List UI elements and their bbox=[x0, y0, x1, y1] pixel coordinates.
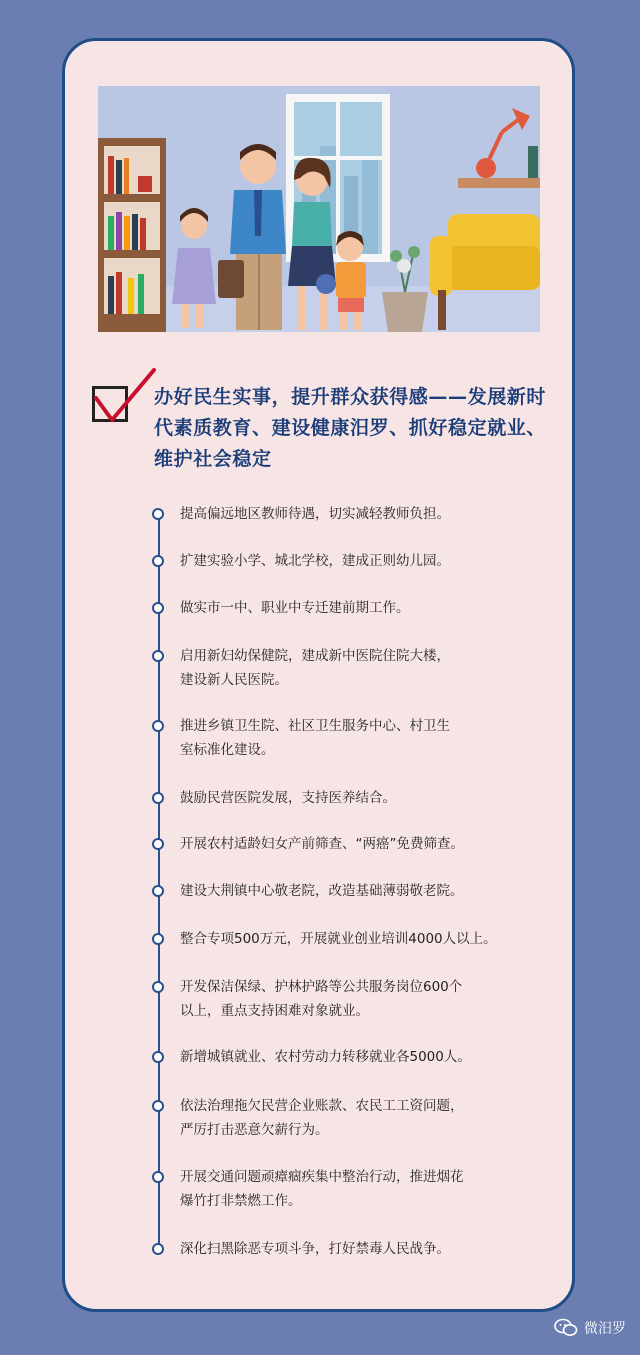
list-item-text: 深化扫黑除恶专项斗争，打好禁毒人民战争。 bbox=[180, 1241, 450, 1257]
timeline-dot-icon bbox=[152, 720, 164, 732]
list-item-text: 开展农村适龄妇女产前筛查、“两癌”免费筛查。 bbox=[180, 836, 464, 852]
family-illustration bbox=[98, 86, 540, 332]
timeline-dot-icon bbox=[152, 933, 164, 945]
list-item-text: 启用新妇幼保健院，建成新中医院住院大楼， 建设新人民医院。 bbox=[180, 648, 450, 688]
timeline-dot-icon bbox=[152, 650, 164, 662]
timeline-dot-icon bbox=[152, 838, 164, 850]
list-item-text: 开发保洁保绿、护林护路等公共服务岗位600个 以上，重点支持困难对象就业。 bbox=[180, 979, 463, 1019]
list-item-text: 开展交通问题顽瘴痼疾集中整治行动，推进烟花 爆竹打非禁燃工作。 bbox=[180, 1169, 464, 1209]
timeline-dot-icon bbox=[152, 981, 164, 993]
list-item-text: 推进乡镇卫生院、社区卫生服务中心、村卫生 室标准化建设。 bbox=[180, 718, 450, 758]
list-item-text: 依法治理拖欠民营企业账款、农民工工资问题， 严厉打击恶意欠薪行为。 bbox=[180, 1098, 464, 1138]
section-heading: 办好民生实事，提升群众获得感——发展新时代素质教育、建设健康汨罗、抓好稳定就业、维护社会稳定 bbox=[154, 386, 547, 470]
timeline-dot-icon bbox=[152, 1243, 164, 1255]
timeline-dot-icon bbox=[152, 602, 164, 614]
wechat-logo-icon bbox=[554, 1318, 578, 1338]
list-item-text: 扩建实验小学、城北学校，建成正则幼儿园。 bbox=[180, 553, 450, 569]
timeline-dot-icon bbox=[152, 1051, 164, 1063]
timeline-dot-icon bbox=[152, 555, 164, 567]
list-item-text: 提高偏远地区教师待遇，切实减轻教师负担。 bbox=[180, 506, 450, 522]
list-item-text: 鼓励民营医院发展，支持医养结合。 bbox=[180, 790, 396, 806]
list-item-text: 做实市一中、职业中专迁建前期工作。 bbox=[180, 600, 410, 616]
list-item-text: 新增城镇就业、农村劳动力转移就业各5000人。 bbox=[180, 1049, 471, 1065]
timeline-line bbox=[158, 512, 160, 1252]
timeline-dot-icon bbox=[152, 792, 164, 804]
timeline-dot-icon bbox=[152, 508, 164, 520]
list-item-text: 建设大荆镇中心敬老院，改造基础薄弱敬老院。 bbox=[180, 883, 464, 899]
checkmark-icon bbox=[94, 368, 156, 428]
timeline-dot-icon bbox=[152, 885, 164, 897]
watermark bbox=[554, 1313, 626, 1343]
timeline-dot-icon bbox=[152, 1100, 164, 1112]
list-item-text: 整合专项500万元，开展就业创业培训4000人以上。 bbox=[180, 931, 497, 947]
timeline-dot-icon bbox=[152, 1171, 164, 1183]
account-name: 微汨罗 bbox=[584, 1321, 626, 1337]
section-heading-block bbox=[92, 368, 562, 478]
